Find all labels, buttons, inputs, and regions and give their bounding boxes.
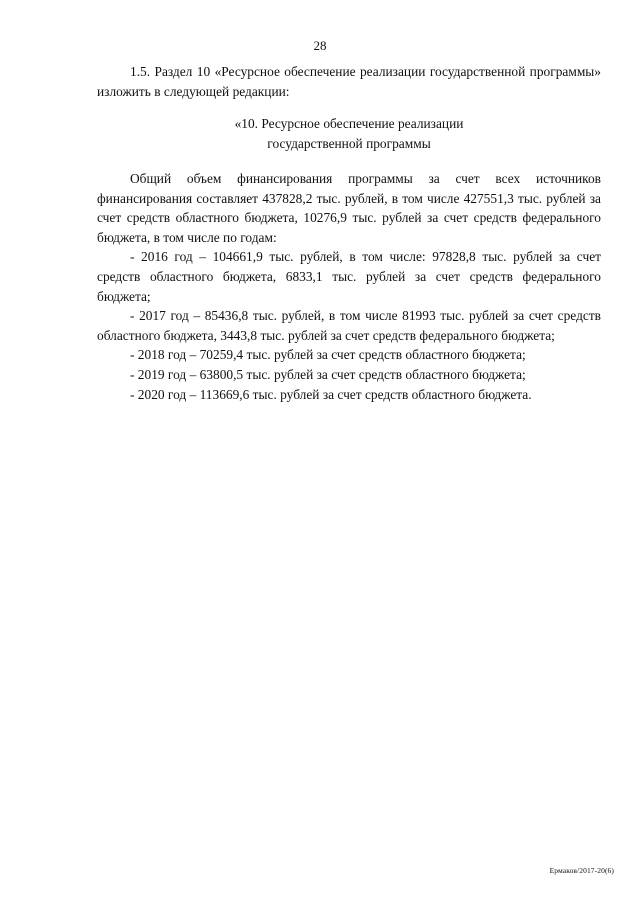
financing-year-2020: - 2020 год – 113669,6 тыс. рублей за счет средств областного бюджета. bbox=[130, 386, 532, 402]
amendment-intro-paragraph: 1.5. Раздел 10 «Ресурсное обеспечение реализации государственной программы» изложить в следующей редакции: bbox=[97, 64, 601, 99]
financing-text bbox=[97, 169, 601, 404]
amendment-intro bbox=[97, 62, 601, 101]
section-heading-line-2: государственной программы bbox=[267, 135, 431, 151]
section-heading bbox=[97, 114, 601, 153]
financing-year-2017: - 2017 год – 85436,8 тыс. рублей, в том числе 81993 тыс. рублей за счет средств областного бюджета, 3443,8 тыс. рублей за счет средств федерального бюджета; bbox=[97, 308, 601, 343]
financing-year-2019: - 2019 год – 63800,5 тыс. рублей за счет средств областного бюджета; bbox=[130, 366, 526, 382]
section-heading-line-1: «10. Ресурсное обеспечение реализации bbox=[234, 116, 464, 131]
page-number: 28 bbox=[313, 38, 327, 53]
financing-year-2018: - 2018 год – 70259,4 тыс. рублей за счет средств областного бюджета; bbox=[130, 347, 526, 363]
footer-document-code: Ермаков/2017-20(6) bbox=[549, 866, 614, 875]
financing-total-paragraph: Общий объем финансирования программы за счет всех источников финансирования составляет 437828,2 тыс. рублей, в том числе 427551,3 тыс. рублей за счет средств областного бюджета, 10276,9 тыс. рублей за счет средств федерального бюджета, в том числе по годам: bbox=[97, 171, 601, 245]
financing-year-2016: - 2016 год – 104661,9 тыс. рублей, в том числе: 97828,8 тыс. рублей за счет средств областного бюджета, 6833,1 тыс. рублей за счет средств федерального бюджета; bbox=[97, 249, 601, 304]
